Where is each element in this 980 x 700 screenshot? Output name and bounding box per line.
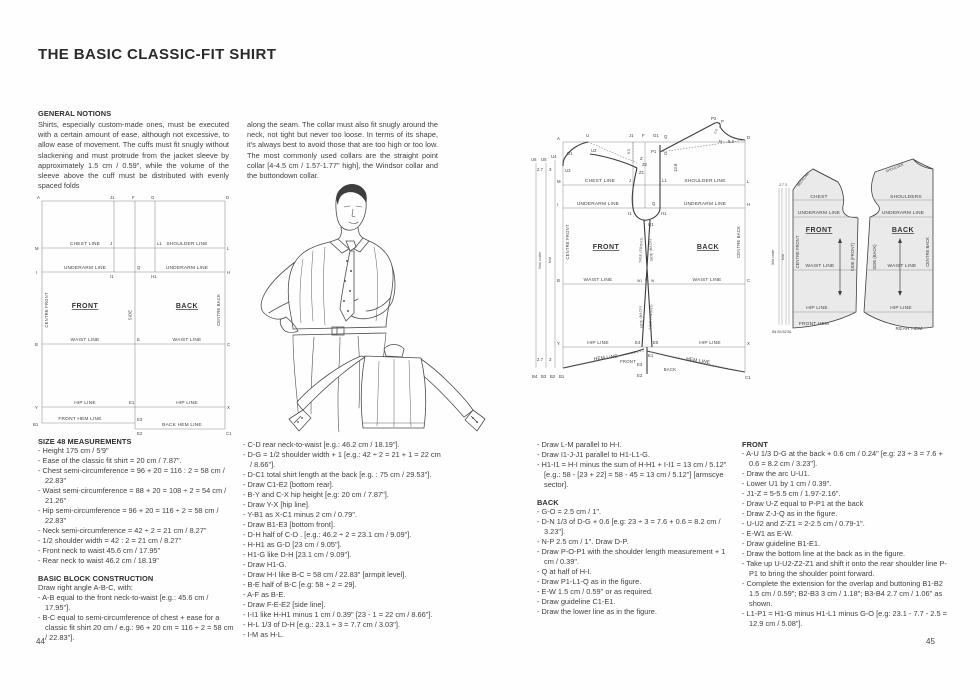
svg-text:CHEST LINE: CHEST LINE [584, 179, 616, 184]
front-piece [771, 169, 858, 334]
svg-text:D: D [747, 135, 751, 140]
svg-text:HEM LINE: HEM LINE [593, 354, 619, 363]
instruction-item: - D-N 1/3 of D-G + 0.6 [e.g: 23 ÷ 3 = 7.6 + 0.6 = 8.2 cm / 3.23"]. [537, 517, 721, 536]
instruction-item: - I-I1 like H-H1 minus 1 cm / 0.39" [23 - 1 = 22 cm / 8.66"]. [243, 610, 433, 619]
svg-text:Z: Z [640, 156, 643, 161]
instructions-column-3 [537, 440, 735, 617]
back-heading: BACK [537, 498, 559, 507]
svg-text:SIDE (FRONT): SIDE (FRONT) [638, 237, 644, 263]
svg-text:WAIST LINE: WAIST LINE [70, 338, 100, 343]
left-hand [280, 317, 298, 333]
svg-text:E5: E5 [653, 340, 659, 345]
svg-text:2.5: 2.5 [713, 128, 719, 135]
svg-text:Z2: Z2 [642, 162, 648, 167]
instruction-item: - Take up U-U2-Z2-Z1 and shift it onto the rear shoulder line P-P1 to bring the shoulder point forward. [742, 559, 947, 578]
svg-text:M: M [557, 179, 561, 184]
svg-text:I1: I1 [628, 211, 632, 216]
general-notions-heading: GENERAL NOTIONS [38, 109, 112, 118]
instruction-item: - G-O = 2.5 cm / 1". [537, 507, 602, 516]
svg-text:UNDERARM LINE: UNDERARM LINE [576, 202, 620, 207]
svg-text:C: C [227, 342, 231, 347]
measurements-list [38, 446, 234, 566]
svg-text:HIP LINE: HIP LINE [890, 306, 912, 311]
instruction-item: - Lower U1 by 1 cm / 0.39". [742, 479, 832, 488]
svg-text:HIP LINE: HIP LINE [699, 341, 721, 346]
svg-text:SHOULDERS: SHOULDERS [890, 195, 922, 200]
svg-text:U5: U5 [541, 157, 547, 162]
svg-text:U3: U3 [565, 168, 571, 173]
instruction-item: - Draw P1-L1-Q as in the figure. [537, 577, 642, 586]
svg-text:E1: E1 [648, 353, 654, 358]
svg-text:FRONT HEM LINE: FRONT HEM LINE [58, 417, 102, 422]
svg-text:3: 3 [549, 357, 552, 362]
svg-text:X: X [227, 405, 230, 410]
instruction-item: - A-B equal to the front neck-to-waist [e.g.: 45.6 cm / 17.95"]. [38, 593, 209, 612]
svg-text:SIDE (FRONT): SIDE (FRONT) [648, 304, 654, 330]
right-page-number: 45 [926, 637, 935, 646]
instruction-item: - J1-Z = 5-5.5 cm / 1.97-2.16". [742, 489, 841, 498]
general-notions-col2: along the seam. The collar must also fit snugly around the neck, not tight but never too loose. In terms of its shape, it's always best to avoid those that are too high or too low. The most commonly used collars are the straight point collar [4-4.5 cm / 1.57-1.77" high], the Windsor collar and the buttondown collar. [247, 120, 438, 181]
instruction-item: - H-L 1/3 of D-H [e.g.: 23.1 ÷ 3 = 7.7 cm / 3.03"]. [243, 620, 400, 629]
svg-text:B3: B3 [541, 374, 547, 379]
svg-text:FRONT: FRONT [620, 359, 636, 364]
svg-text:fold under: fold under [538, 251, 542, 269]
hair [337, 184, 367, 205]
svg-text:UNDERARM LINE: UNDERARM LINE [63, 266, 107, 271]
instruction-item: - H1-I1 = H-I minus the sum of H-H1 + I-I1 = 13 cm / 5.12" [e.g.: 58 - [23 + 22] = 58 - 45 = 13 cm / 5.12"] [armscye sector]. [537, 460, 727, 489]
instruction-item: - H1-G like D-H [23.1 cm / 9.09"]. [243, 550, 352, 559]
svg-text:Q: Q [664, 134, 668, 139]
construction-diagram [530, 110, 765, 395]
svg-text:C1: C1 [226, 431, 232, 436]
instruction-item: - B-Y and C-X hip height [e.g: 20 cm / 7.87"]. [243, 490, 389, 499]
grid-point-labels [33, 195, 232, 436]
svg-text:B4: B4 [532, 374, 538, 379]
svg-text:B4 B3 B2 B1: B4 B3 B2 B1 [772, 330, 792, 334]
flat-shirt-collar [384, 345, 404, 358]
svg-text:FRONT: FRONT [592, 244, 620, 251]
svg-text:I: I [36, 270, 38, 275]
svg-text:BACK: BACK [663, 367, 677, 372]
measurement-item: - Neck semi-circumference = 42 ÷ 2 = 21 cm / 8.27" [38, 526, 207, 535]
svg-text:P: P [721, 119, 724, 124]
svg-text:BACK: BACK [696, 244, 720, 251]
svg-text:SHOULDER LINE: SHOULDER LINE [684, 179, 726, 184]
svg-text:N: N [719, 139, 723, 144]
instruction-item: - A-U 1/3 D-G at the back + 0.6 cm / 0.24" [e.g: 23 ÷ 3 = 7.6 + 0.6 = 8.2 cm / 3.23"]. [742, 449, 943, 468]
svg-text:CENTRE FRONT: CENTRE FRONT [795, 235, 800, 269]
svg-text:HIP LINE: HIP LINE [806, 306, 828, 311]
svg-text:B: B [557, 278, 560, 283]
svg-text:Q: Q [137, 265, 141, 270]
flat-shirt-body [361, 356, 425, 428]
instruction-item: - Draw Y-X [hip line]. [243, 500, 310, 509]
svg-text:3: 3 [549, 167, 552, 172]
instruction-item: - E-W 1.5 cm / 0.59" or as required. [537, 587, 653, 596]
svg-text:5.5: 5.5 [627, 149, 631, 154]
measurement-item: - Hip semi-circumference = 96 + 20 = 116 ÷ 2 = 58 cm / 22.83" [38, 506, 219, 525]
measurement-item: - Waist semi-circumference = 88 + 20 = 108 ÷ 2 = 54 cm / 21.26" [38, 486, 227, 505]
left-page-number: 44 [36, 637, 45, 646]
instruction-item: - Draw L-M parallel to H-I. [537, 440, 622, 449]
grid-lines [42, 201, 225, 429]
flat-pattern-grid-diagram [32, 190, 232, 440]
svg-text:F: F [642, 133, 645, 138]
svg-text:E1: E1 [129, 400, 135, 405]
back-piece [864, 159, 933, 332]
svg-text:U4: U4 [551, 154, 557, 159]
measurement-item: - Front neck to waist 45.6 cm / 17.95" [38, 546, 161, 555]
svg-text:W: W [651, 279, 655, 283]
svg-text:BACK HEM LINE: BACK HEM LINE [162, 423, 202, 428]
svg-text:Y: Y [35, 405, 38, 410]
measurement-item: - Chest semi-circumference = 96 + 20 = 116 : 2 = 58 cm / 22.83" [38, 466, 225, 485]
svg-text:8.2: 8.2 [728, 139, 734, 144]
back-piece-outline [864, 159, 933, 328]
instruction-item: - Draw H1-G. [243, 560, 287, 569]
svg-text:WAIST LINE: WAIST LINE [805, 264, 835, 269]
svg-text:C1: C1 [745, 375, 751, 380]
svg-text:E3: E3 [137, 417, 143, 422]
front-heading: FRONT [742, 440, 768, 449]
svg-text:L1: L1 [662, 178, 667, 183]
svg-text:SHOULDER: SHOULDER [885, 162, 905, 174]
svg-text:U6: U6 [531, 157, 537, 162]
instruction-item: - Draw F-E-E2 [side line]. [243, 600, 326, 609]
svg-text:J1: J1 [629, 133, 634, 138]
general-notions-col1: Shirts, especially custom-made ones, must be executed with a certain amount of ease, although not excessive, to allow ease of movement. The cuffs must fit snugly without slackening and must protrude from the jacket sleeve by approximately 1.5 cm / 0.59", while the volume of the sleeve above the cuff must be distributed with evenly spaced folds [38, 120, 229, 191]
svg-text:fold: fold [548, 256, 552, 264]
instruction-item: - D-G = 1/2 shoulder width + 1 [e.g.: 42 ÷ 2 = 21 + 1 = 22 cm / 8.66"]. [243, 450, 441, 469]
measurement-item: - Height 175 cm / 5'9" [38, 446, 109, 455]
svg-text:P1: P1 [651, 149, 657, 154]
svg-text:Z1: Z1 [639, 170, 645, 175]
svg-text:WAIST LINE: WAIST LINE [887, 264, 917, 269]
svg-text:SIDE: SIDE [127, 309, 133, 321]
svg-text:U2: U2 [591, 148, 597, 153]
flat-shirt-left-cuff [289, 410, 311, 431]
svg-text:A: A [557, 136, 560, 141]
flat-shirt [289, 345, 485, 432]
svg-text:WAIST LINE: WAIST LINE [583, 278, 613, 283]
svg-text:Q: Q [652, 201, 656, 206]
instruction-item: - C-D rear neck-to-waist [e.g.: 46.2 cm / 18.19"]. [243, 440, 400, 449]
svg-text:FRONT: FRONT [71, 303, 99, 310]
flat-shirt-left-sleeve [297, 356, 365, 410]
svg-text:HEM LINE: HEM LINE [685, 357, 711, 366]
construction-intro: Draw right angle A-B-C, with: [38, 583, 133, 592]
measurement-item: - Rear neck to waist 46.2 cm / 18.19" [38, 556, 159, 565]
instruction-item: - I-M as H-L. [243, 630, 285, 639]
face-lines [344, 206, 362, 224]
flat-shirt-right-sleeve [419, 359, 473, 417]
instruction-item: - D-H half of C-D . [e.g.: 46.2 ÷ 2 = 23.1 cm / 9.09"]. [243, 530, 412, 539]
svg-text:13.8: 13.8 [673, 163, 678, 172]
instructions-column-2 [243, 440, 441, 640]
instruction-item: - Draw the arc U-U1. [742, 469, 810, 478]
svg-text:A: A [37, 195, 40, 200]
svg-text:BACK: BACK [891, 227, 915, 234]
svg-text:CENTRE FRONT: CENTRE FRONT [565, 224, 570, 260]
svg-text:I1: I1 [110, 274, 114, 279]
svg-text:J1: J1 [110, 195, 115, 200]
construction-list [38, 593, 234, 643]
page-title: THE BASIC CLASSIC-FIT SHIRT [38, 46, 277, 63]
instruction-item: - A-F as B-E. [243, 590, 286, 599]
svg-text:M: M [35, 246, 39, 251]
svg-text:B1: B1 [33, 422, 39, 427]
shirt-folds [300, 247, 378, 325]
svg-text:U1: U1 [567, 151, 573, 156]
svg-text:CHEST LINE: CHEST LINE [69, 242, 101, 247]
instruction-item: - D-C1 total shirt length at the back [e.g. : 75 cm / 29.53"]. [243, 470, 432, 479]
svg-text:UNDERARM LINE: UNDERARM LINE [165, 266, 209, 271]
svg-text:L: L [227, 246, 230, 251]
svg-text:H: H [747, 202, 751, 207]
instructions-column-4 [742, 440, 954, 629]
svg-text:BACK: BACK [175, 303, 199, 310]
svg-text:E2: E2 [137, 431, 143, 436]
svg-text:J: J [629, 178, 632, 183]
instructions-list-3b [537, 507, 735, 617]
svg-text:SIDE (BACK): SIDE (BACK) [872, 244, 877, 270]
instruction-item: - Draw P-O-P1 with the shoulder length measurement + 1 cm / 0.39". [537, 547, 726, 566]
svg-text:X: X [747, 341, 750, 346]
svg-text:J: J [110, 241, 113, 246]
svg-text:E: E [645, 278, 648, 282]
svg-text:F: F [132, 195, 135, 200]
instruction-item: - Draw guideline C1-E1. [537, 597, 616, 606]
svg-text:UNDERARM LINE: UNDERARM LINE [881, 211, 925, 216]
instruction-item: - Q at half of H-I. [537, 567, 592, 576]
svg-text:CHEST: CHEST [810, 195, 828, 200]
svg-text:C: C [747, 278, 751, 283]
svg-text:E3: E3 [637, 362, 643, 367]
measurement-item: - Ease of the classic fit shirt = 20 cm / 7.87". [38, 456, 182, 465]
svg-text:E: E [137, 337, 140, 342]
svg-text:NECKLINE: NECKLINE [796, 171, 811, 188]
instruction-item: - H-H1 as G-D [23 cm / 9.05"]. [243, 540, 342, 549]
fashion-illustration [253, 176, 493, 444]
instructions-list-4 [742, 449, 954, 629]
instructions-list-2 [243, 440, 441, 640]
svg-text:Q1: Q1 [648, 222, 654, 227]
instruction-item: - Draw C1-E2 [bottom rear]. [243, 480, 334, 489]
instruction-item: - Y-B1 as X-C1 minus 2 cm / 0.79". [243, 510, 357, 519]
instruction-item: - Draw I1-J-J1 parallel to H1-L1-G. [537, 450, 650, 459]
instruction-item: - L1-P1 = H1-G minus H1-L1 minus G-O [e.g: 23.1 - 7.7 - 2.5 = 12.9 cm / 5.08"]. [742, 609, 947, 628]
svg-text:UNDERARM LINE: UNDERARM LINE [797, 211, 841, 216]
instruction-item: - Draw guideline B1-E1. [742, 539, 821, 548]
svg-text:B2: B2 [550, 374, 556, 379]
svg-text:HIP LINE: HIP LINE [74, 401, 96, 406]
svg-text:Y: Y [557, 341, 560, 346]
svg-text:I: I [557, 202, 559, 207]
svg-text:SIDE (FRONT): SIDE (FRONT) [850, 242, 855, 272]
svg-text:SIDE (BACK): SIDE (BACK) [648, 238, 654, 262]
svg-text:2.7 3: 2.7 3 [779, 183, 787, 187]
svg-text:FRONT: FRONT [805, 227, 833, 234]
svg-text:O: O [664, 151, 668, 156]
svg-text:2.7: 2.7 [537, 357, 543, 362]
svg-text:HIP LINE: HIP LINE [176, 401, 198, 406]
svg-text:E2: E2 [637, 373, 643, 378]
svg-text:CENTRE BACK: CENTRE BACK [925, 237, 930, 267]
instruction-item: - Draw the lower line as in the figure. [537, 607, 657, 616]
svg-text:WAIST LINE: WAIST LINE [172, 338, 202, 343]
svg-text:U: U [586, 133, 590, 138]
instruction-item: - N-P 2.5 cm / 1". Draw D-P. [537, 537, 629, 546]
measurement-item: - 1/2 shoulder width = 42 : 2 = 21 cm / 8.27" [38, 536, 182, 545]
construction-guides [563, 140, 745, 372]
svg-text:E4: E4 [635, 340, 641, 345]
svg-text:SIDE (BACK): SIDE (BACK) [638, 305, 644, 329]
svg-text:H1: H1 [661, 211, 667, 216]
svg-text:B1: B1 [559, 374, 565, 379]
svg-text:UNDERARM LINE: UNDERARM LINE [683, 202, 727, 207]
instruction-item: - Draw the bottom line at the back as in the figure. [742, 549, 906, 558]
instruction-item: - Draw U-Z equal to P-P1 at the back [742, 499, 864, 508]
svg-text:W1: W1 [637, 279, 643, 283]
svg-text:G: G [151, 195, 155, 200]
instruction-item: - B-C equal to semi-circumference of chest + ease for a classic fit shirt 20 cm / e.g.: 96 + 20 cm = 116 ÷ 2 = 58 cm / 22.83"]. [38, 613, 234, 642]
measurements-heading: SIZE 48 MEASUREMENTS [38, 437, 132, 446]
svg-text:L: L [747, 179, 750, 184]
instruction-item: - Draw B1-E3 [bottom front]. [243, 520, 336, 529]
front-piece-outline [793, 169, 858, 328]
svg-text:SHOULDER LINE: SHOULDER LINE [166, 242, 208, 247]
instruction-item: - U-U2 and Z-Z1 = 2-2.5 cm / 0.79-1". [742, 519, 865, 528]
finished-pattern-diagram [762, 112, 957, 362]
svg-text:HIP LINE: HIP LINE [587, 341, 609, 346]
measurements-column [38, 437, 234, 643]
svg-text:CENTRE FRONT: CENTRE FRONT [44, 292, 49, 328]
svg-text:P2: P2 [711, 116, 717, 121]
svg-text:D: D [226, 195, 230, 200]
svg-text:2.7: 2.7 [537, 167, 543, 172]
instruction-item: - Draw H-I like B-C = 58 cm / 22.83" [armpit level]. [243, 570, 407, 579]
instruction-item: - E-W1 as E-W. [742, 529, 793, 538]
svg-text:L1: L1 [157, 241, 162, 246]
svg-text:WAIST LINE: WAIST LINE [692, 278, 722, 283]
svg-text:CENTRE BACK: CENTRE BACK [736, 226, 741, 258]
svg-text:H: H [227, 270, 231, 275]
construction-heading: BASIC BLOCK CONSTRUCTION [38, 574, 154, 583]
svg-text:REAR HEM: REAR HEM [895, 327, 923, 332]
belt [293, 327, 386, 335]
svg-text:fold under: fold under [771, 249, 775, 265]
instruction-item: - Draw Z-J-Q as in the figure. [742, 509, 838, 518]
svg-text:fold: fold [781, 254, 785, 260]
svg-text:FRONT HEM: FRONT HEM [798, 322, 830, 327]
svg-text:G1: G1 [653, 133, 659, 138]
svg-text:B: B [35, 342, 38, 347]
instruction-item: - B-E half of B-C [e.g: 58 ÷ 2 = 29]. [243, 580, 357, 589]
svg-text:CENTRE BACK: CENTRE BACK [216, 294, 221, 326]
instructions-list-3a [537, 440, 735, 490]
instruction-item: - Complete the extension for the overlap and buttoning B1-B2 1.5 cm / 0.59"; B2-B3 3 cm / 1.18"; B3-B4 2.7 cm / 1.06" as shown. [742, 579, 943, 608]
svg-text:H1: H1 [151, 274, 157, 279]
